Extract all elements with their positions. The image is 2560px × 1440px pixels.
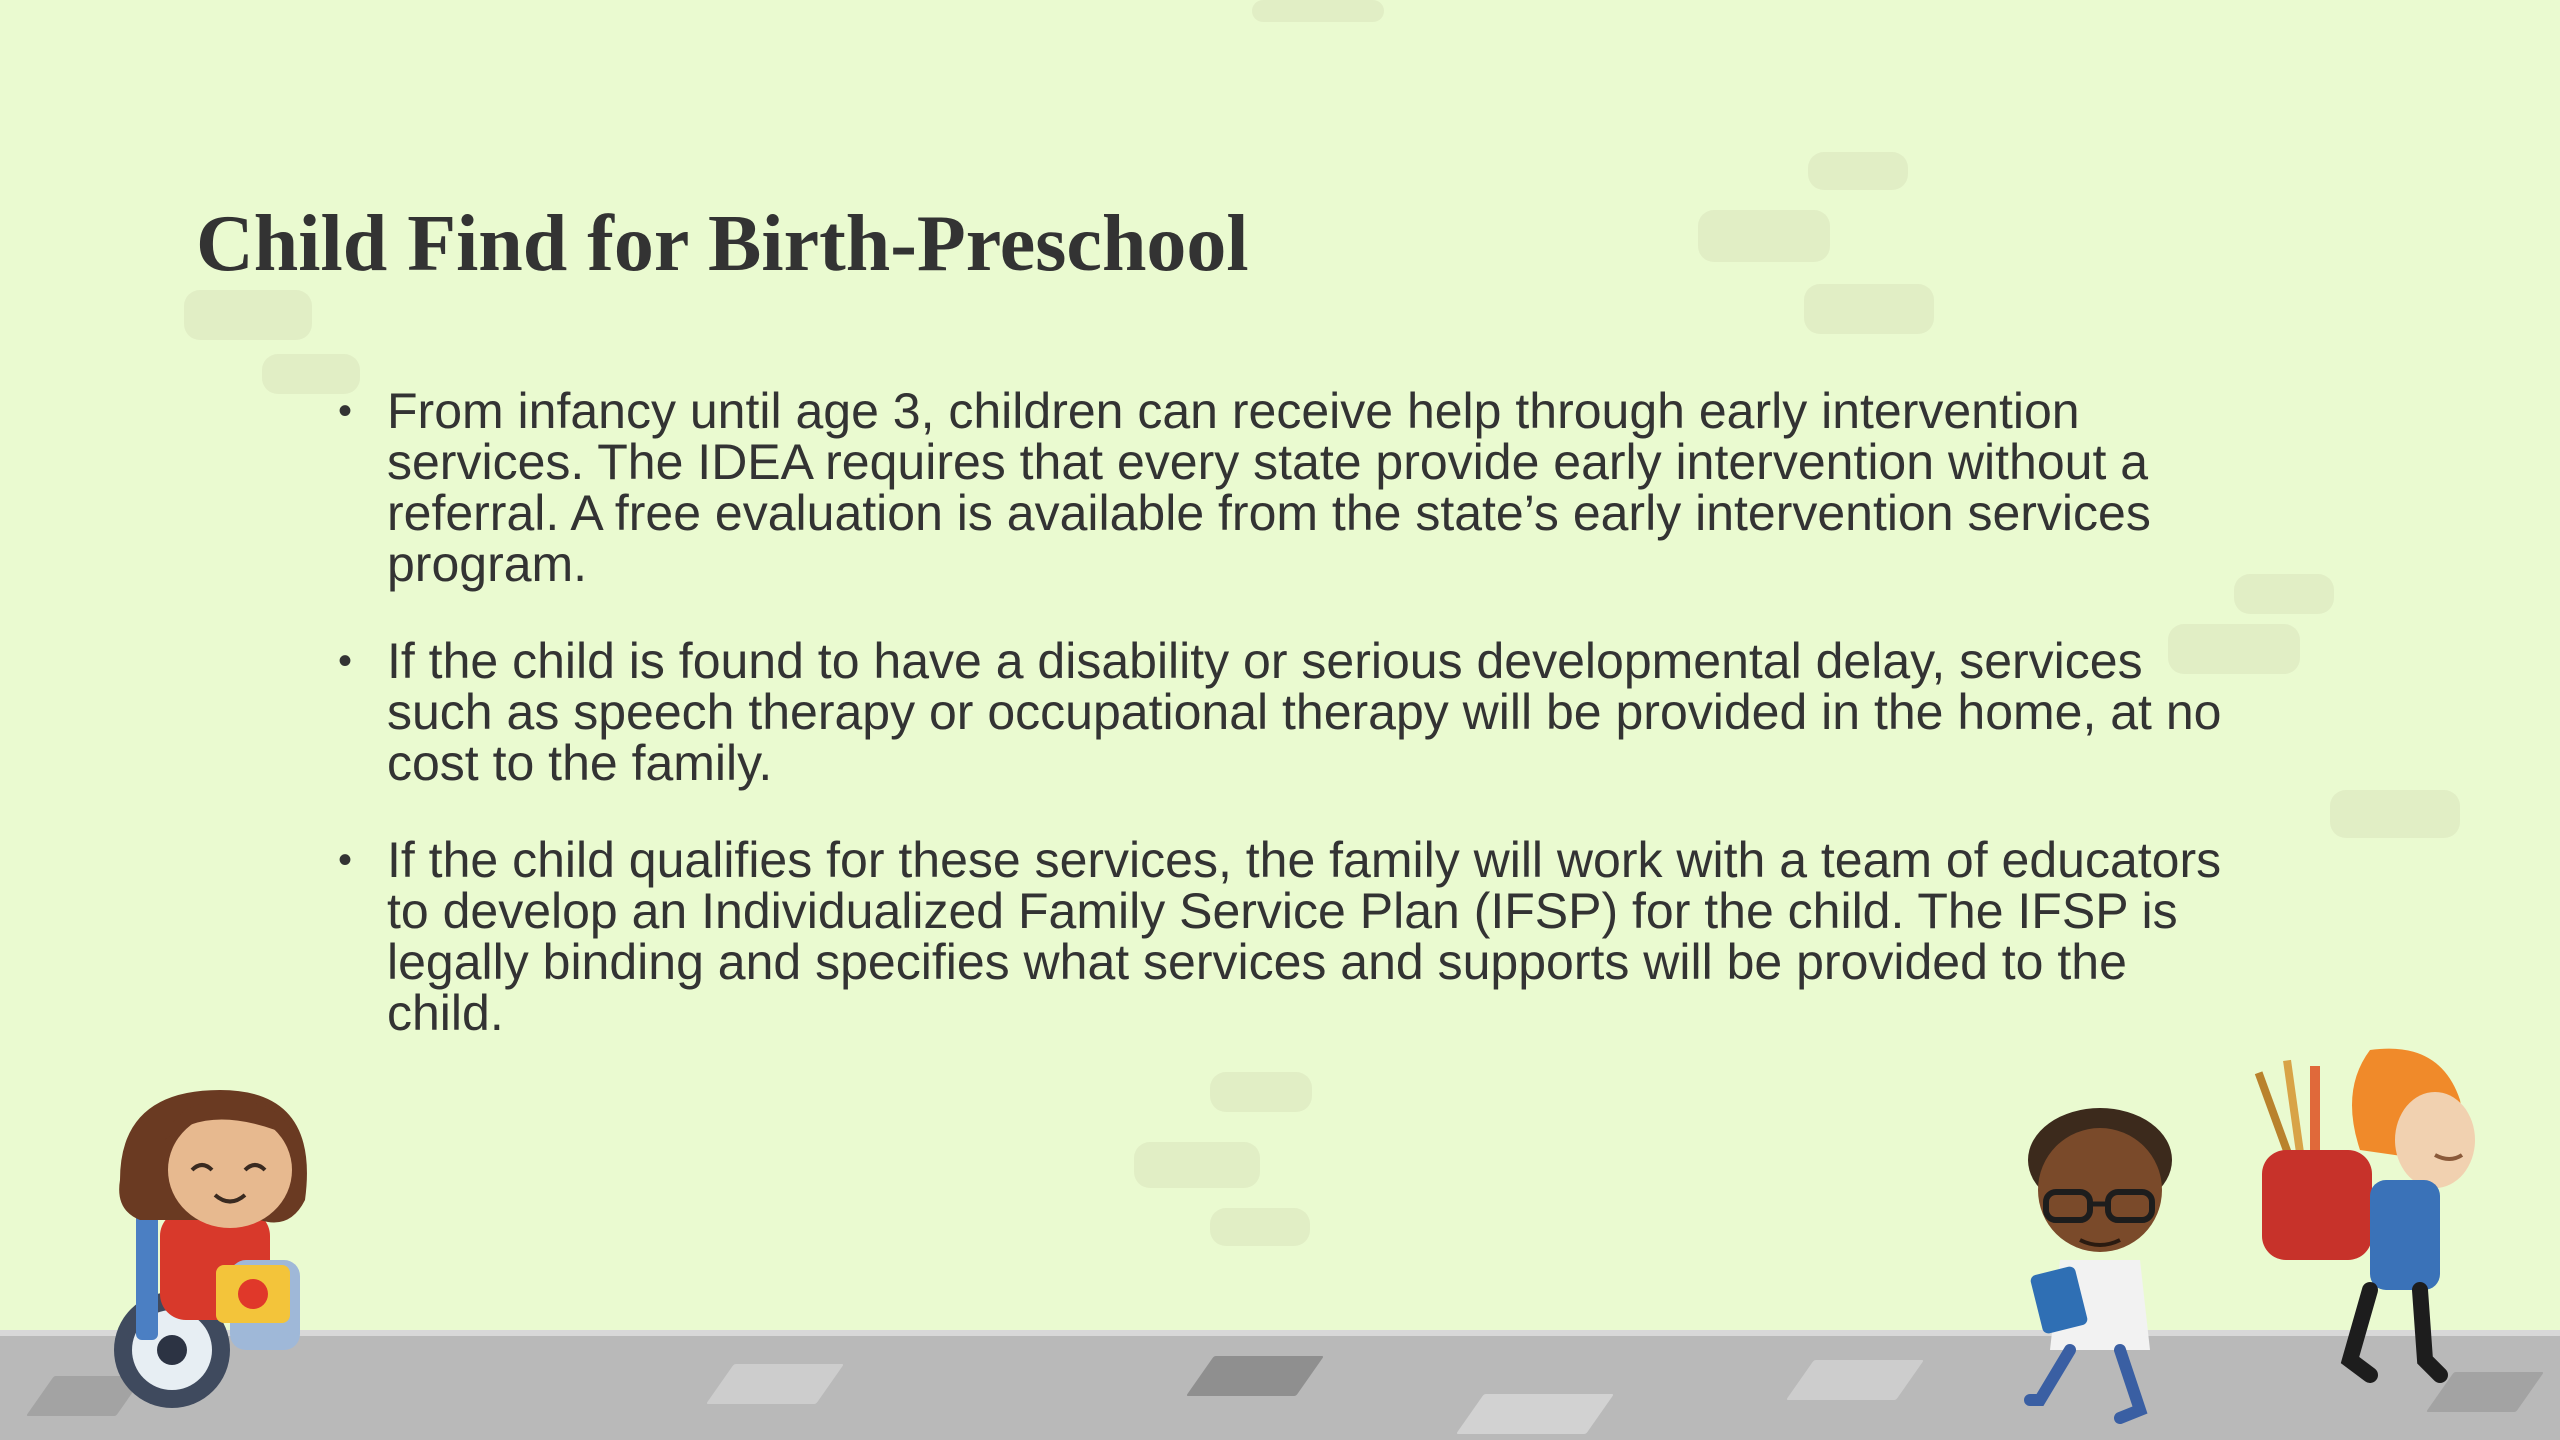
boy-with-book-illustration <box>2000 1100 2200 1430</box>
sidewalk-tile <box>706 1364 844 1404</box>
sidewalk-tile <box>1786 1360 1924 1400</box>
bullet-text: If the child qualifies for these services, the family will work with a team of educators to develop an Individualized Family Service Plan (IFSP) for the child. The IFSP is legally binding and specifies what services and supports will be provided to the child. <box>387 832 2222 1041</box>
background-brick <box>1808 152 1908 190</box>
background-brick <box>1252 0 1384 22</box>
slide-title: Child Find for Birth-Preschool <box>196 200 1249 288</box>
bullet-item <box>330 832 2250 1041</box>
sidewalk-tile <box>1456 1394 1614 1434</box>
bullet-item <box>330 383 2250 592</box>
bullet-text: If the child is found to have a disability or serious developmental delay, services such as speech therapy or occupational therapy will be provided in the home, at no cost to the family. <box>387 633 2222 791</box>
bullet-marker: • <box>338 389 353 433</box>
bullet-list <box>330 383 2250 1085</box>
sidewalk-tile <box>1186 1356 1324 1396</box>
background-brick <box>1134 1142 1260 1188</box>
girl-in-wheelchair-illustration <box>80 1060 380 1420</box>
background-brick <box>1210 1208 1310 1246</box>
background-brick <box>184 290 312 340</box>
background-brick <box>1804 284 1934 334</box>
bullet-item <box>330 633 2250 791</box>
bullet-marker: • <box>338 838 353 882</box>
boy-with-backpack-illustration <box>2240 1030 2480 1400</box>
background-brick <box>2330 790 2460 838</box>
bullet-text: From infancy until age 3, children can receive help through early intervention services. The IDEA requires that every state provide early intervention without a referral. A free evaluation is available from the state’s early intervention services program. <box>387 383 2151 592</box>
bullet-marker: • <box>338 639 353 683</box>
background-brick <box>1698 210 1830 262</box>
